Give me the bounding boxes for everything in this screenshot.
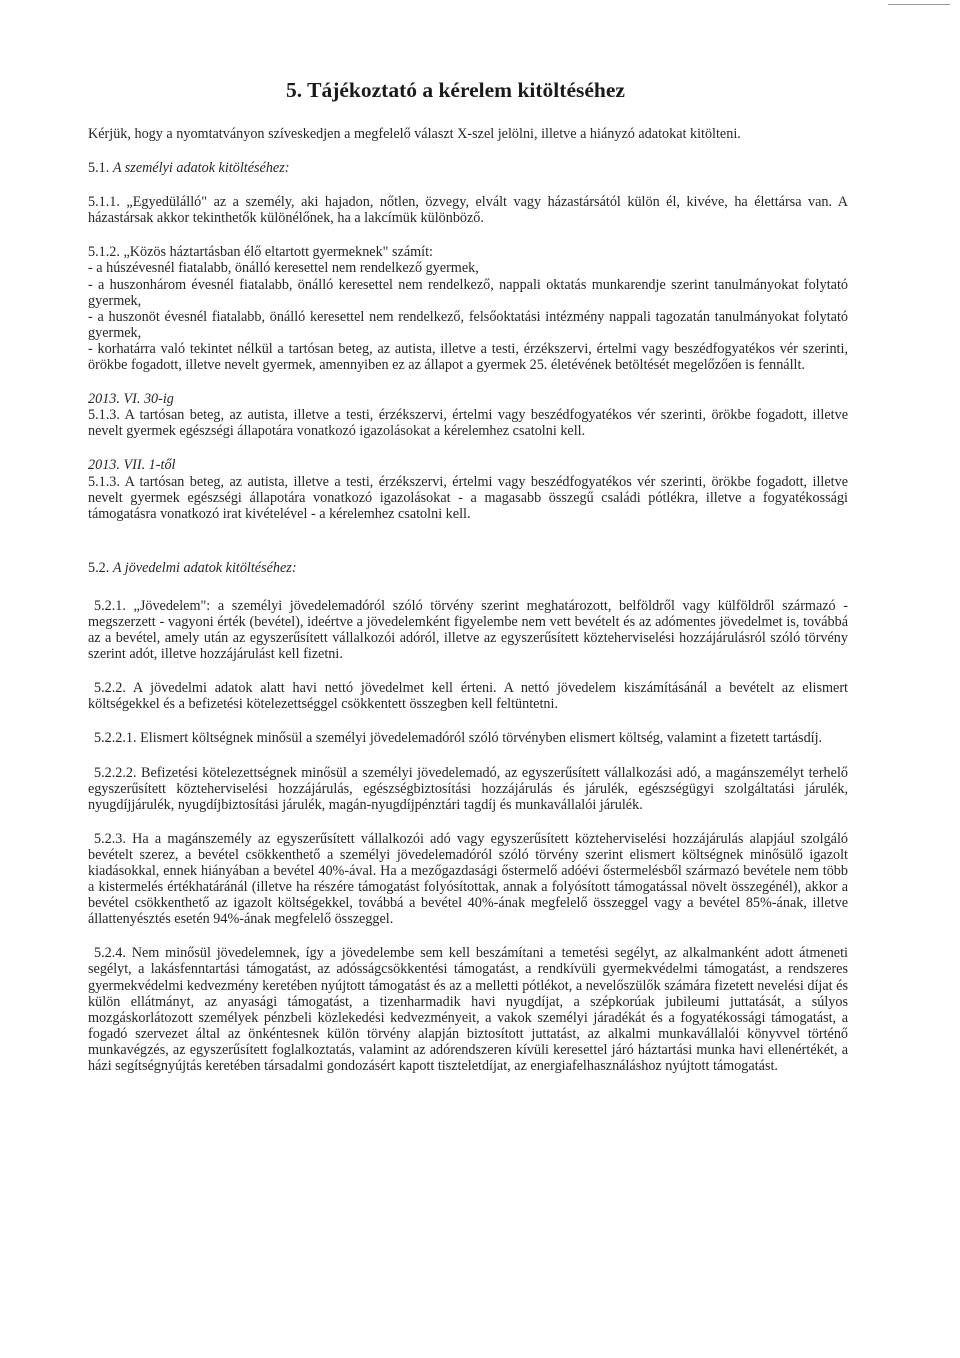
section-5-2-2-2: 5.2.2.2. Befizetési kötelezettségnek minősül a személyi jövedelemadó, az egyszerűsített vállalkozási adó, a magánszemélyt terhelő egyszerűsített közteherviselési hozzájárulás, egészségbiztosítási hozzájárulás és járulék, egészségügyi szolgáltatási járulék, nyugdíjjárulék, nyugdíjbiztosítási járulék, magán-nyugdíjpénztári tagdíj és munkavállalói járulék. <box>88 764 848 813</box>
section-5-1-2-intro: 5.1.2. „Közös háztartásban élő eltartott gyermeknek" számít: <box>88 244 433 261</box>
section-5-1-title: A személyi adatok kitöltéséhez: <box>112 160 290 177</box>
section-5-1-number: 5.1. <box>88 160 110 177</box>
section-5-1-2-item: - a huszonöt évesnél fiatalabb, önálló keresettel nem rendelkező, felsőoktatási intézmény nappali tagozatán tanulmányokat folytató gyermek, <box>88 308 848 341</box>
section-5-2-3: 5.2.3. Ha a magánszemély az egyszerűsített vállalkozói adó vagy egyszerűsített közteherviselési hozzájárulás alapjául szolgáló bevételt szerez, a bevétel csökkenthető a személyi jövedelemadóról szóló törvény szerint elismert költségnek minősülő igazolt kiadásokkal, ennek hiányában a bevétel 40%-ával. Ha a mezőgazdasági őstermelő adóévi őstermelésből származó bevétele nem több a kistermelés értékhatáránál (illetve ha részére támogatást folyósítottak, annak a folyósított támogatással növelt összegénél), akkor a bevétel csökkenthető az igazolt költségekkel, továbbá a bevétel 40%-ának megfelelő összeggel vagy a bevétel 85%-ának, illetve állattenyésztés esetén 94%-ának megfelelő összeggel. <box>88 830 848 928</box>
section-5-1-3-from: 5.1.3. A tartósan beteg, az autista, illetve a testi, érzékszervi, értelmi vagy beszédfogyatékos vér szerinti, örökbe fogadott, illetve nevelt gyermek egészségi állapotára vonatkozó igazolásokat - a magasabb összegű családi pótlékra, illetve a fogyatékossági támogatásra vonatkozó irat kivételével - a kérelemhez csatolni kell. <box>88 473 848 522</box>
top-edge-rule <box>888 4 950 5</box>
section-5-2-2-1: 5.2.2.1. Elismert költségnek minősül a személyi jövedelemadóról szóló törvényben elismert költség, valamint a fizetett tartásdíj. <box>94 730 823 747</box>
section-5-2-heading <box>88 560 848 576</box>
section-5-1-2-item: - a húszévesnél fiatalabb, önálló keresettel nem rendelkező gyermek, <box>88 260 479 277</box>
page-title: 5. Tájékoztató a kérelem kitöltéséhez <box>286 78 625 102</box>
section-5-1-3-until: 5.1.3. A tartósan beteg, az autista, illetve a testi, érzékszervi, értelmi vagy beszédfogyatékos vér szerinti, örökbe fogadott, illetve nevelt gyermek egészségi állapotára vonatkozó igazolásokat a kérelemhez csatolni kell. <box>88 407 848 440</box>
section-5-2-4: 5.2.4. Nem minősül jövedelemnek, így a jövedelembe sem kell beszámítani a temetési segélyt, az alkalmanként adott átmeneti segélyt, a lakásfenntartási támogatást, az adósságcsökkentési támogatást, a rendkívüli gyermekvédelmi támogatást, a rendszeres gyermekvédelmi kedvezmény keretében nyújtott támogatást és az a melletti pótlékot, a nevelőszülők számára fizetett nevelési díjat és külön ellátmányt, az anyasági támogatást, a tizenharmadik havi nyugdíjat, a szépkorúak jubileumi juttatását, a súlyos mozgáskorlátozott személyek pénzbeli közlekedési kedvezményeit, a vakok személyi járadékát és a fogyatékossági támogatást, a fogadó szervezet által az önkéntesnek külön törvény alapján biztosított juttatást, az alkalmi munkavállalói könyvvel történő munkavégzés, az egyszerűsített foglalkoztatás, valamint az adórendszeren kívüli keresettel járó háztartási munka havi ellenértékét, a házi segítségnyújtás keretében társadalmi gondozásért kapott tiszteletdíjat, az energiafelhasználáshoz nyújtott támogatást. <box>88 945 848 1075</box>
section-5-1-heading <box>88 160 848 176</box>
document-body <box>88 76 848 1074</box>
section-5-1-2-item: - a huszonhárom évesnél fiatalabb, önálló keresettel nem rendelkező, nappali oktatás munkarendje szerint tanulmányokat folytató gyermek, <box>88 276 848 309</box>
section-5-2-title: A jövedelmi adatok kitöltéséhez: <box>112 559 297 576</box>
section-5-1-2-item: - korhatárra való tekintet nélkül a tartósan beteg, az autista, illetve a testi, érzékszervi, értelmi vagy beszédfogyatékos vér szerinti, örökbe fogadott, illetve nevelt gyermek, amennyiben ez az állapot a gyermek 25. életévének betöltését megelőzően is fennállt. <box>88 340 848 374</box>
section-5-1-1: 5.1.1. „Egyedülálló" az a személy, aki hajadon, nőtlen, özvegy, elvált vagy házastársától külön él, kivéve, ha élettársa van. A házastársak akkor tekinthetők különélőnek, ha a lakcímük különböző. <box>88 194 848 227</box>
section-5-2-number: 5.2. <box>88 559 110 576</box>
date-label-until: 2013. VI. 30-ig <box>88 391 174 408</box>
section-5-2-2: 5.2.2. A jövedelmi adatok alatt havi nettó jövedelmet kell érteni. A nettó jövedelem kiszámításánál a bevételt az elismert költségekkel és a befizetési kötelezettséggel csökkentett összegben kell feltüntetni. <box>88 680 848 713</box>
date-label-from: 2013. VII. 1-től <box>88 457 176 474</box>
section-5-2-1: 5.2.1. „Jövedelem": a személyi jövedelemadóról szóló törvény szerint meghatározott, belföldről vagy külföldről származó - megszerzett - vagyoni érték (bevétel), ideértve a jövedelemként figyelembe nem vett bevételt és az adómentes jövedelmet is, továbbá az a bevétel, amely után az egyszerűsített vállalkozói adóról, illetve az egyszerűsített közteherviselési hozzájárulásról szóló törvény szerint adót, illetve hozzájárulást kell fizetni. <box>88 597 848 663</box>
intro-paragraph: Kérjük, hogy a nyomtatványon szíveskedjen a megfelelő választ X-szel jelölni, illetve a hiányzó adatokat kitölteni. <box>88 126 741 142</box>
